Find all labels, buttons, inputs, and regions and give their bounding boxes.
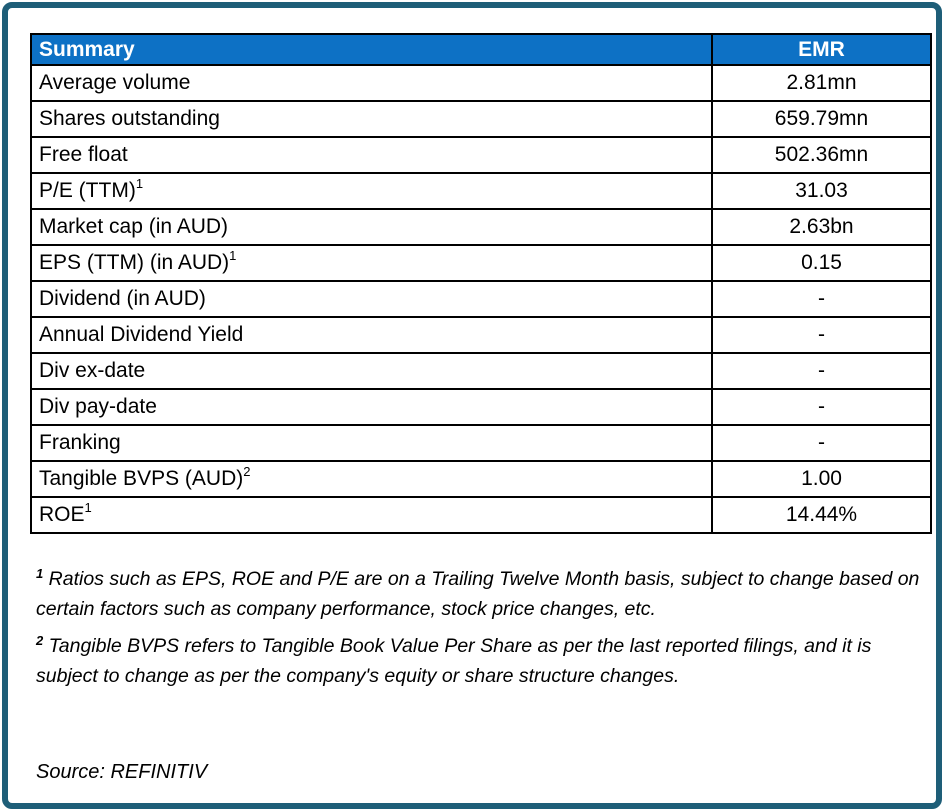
row-label: Free float [31,137,712,173]
report-frame [2,2,942,809]
footnote-ref: 2 [243,464,251,479]
table-row [31,389,931,425]
footnote-text: Tangible BVPS refers to Tangible Book Value Per Share as per the last reported filings, and it is subject to change as per the company's equity or share structure changes. [36,635,872,687]
row-label: Market cap (in AUD) [31,209,712,245]
header-row [31,34,931,65]
summary-table-header [31,34,931,65]
row-value: 1.00 [712,461,931,497]
row-label: Franking [31,425,712,461]
table-row [31,281,931,317]
table-row [31,101,931,137]
row-value: - [712,317,931,353]
row-value: - [712,389,931,425]
summary-table [30,33,932,534]
row-label: Shares outstanding [31,101,712,137]
row-value: 14.44% [712,497,931,533]
row-label: EPS (TTM) (in AUD)$^1$ [31,245,712,281]
footnote [36,631,926,691]
row-label: Div ex-date [31,353,712,389]
footnote-number: 2 [36,633,44,648]
row-label: Div pay-date [31,389,712,425]
footnote-number: 1 [36,566,44,581]
table-row [31,65,931,101]
footnote-ref: 1 [135,176,144,191]
row-value: - [712,353,931,389]
footnote-ref: 1 [229,248,237,263]
table-row [31,209,931,245]
row-value: 659.79mn [712,101,931,137]
row-label: Average volume [31,65,712,101]
footnote [36,564,926,624]
row-value: - [712,425,931,461]
row-label: Annual Dividend Yield [31,317,712,353]
table-row [31,317,931,353]
table-row [31,137,931,173]
table-row [31,245,931,281]
row-value: 502.36mn [712,137,931,173]
header-label: Summary [31,34,712,65]
table-row [31,173,931,209]
row-value: 2.63bn [712,209,931,245]
table-row [31,461,931,497]
row-label: Tangible BVPS (AUD)$^2$ [31,461,712,497]
summary-table-body [31,65,931,533]
row-label: Dividend (in AUD) [31,281,712,317]
row-value: - [712,281,931,317]
row-value: 2.81mn [712,65,931,101]
table-row [31,425,931,461]
footnotes [36,564,926,691]
row-label: ROE$^1$ [31,497,712,533]
footnote-text: Ratios such as EPS, ROE and P/E are on a Trailing Twelve Month basis, subject to change based on certain factors such as company performance, stock price changes, etc. [36,568,920,620]
header-ticker: EMR [712,34,931,65]
table-row [31,353,931,389]
footnote-ref: 1 [84,500,92,515]
table-row [31,497,931,533]
row-value: 31.03 [712,173,931,209]
source-line: Source: REFINITIV [36,761,208,783]
row-label: P/E (TTM)$^1$ [31,173,712,209]
row-value: 0.15 [712,245,931,281]
